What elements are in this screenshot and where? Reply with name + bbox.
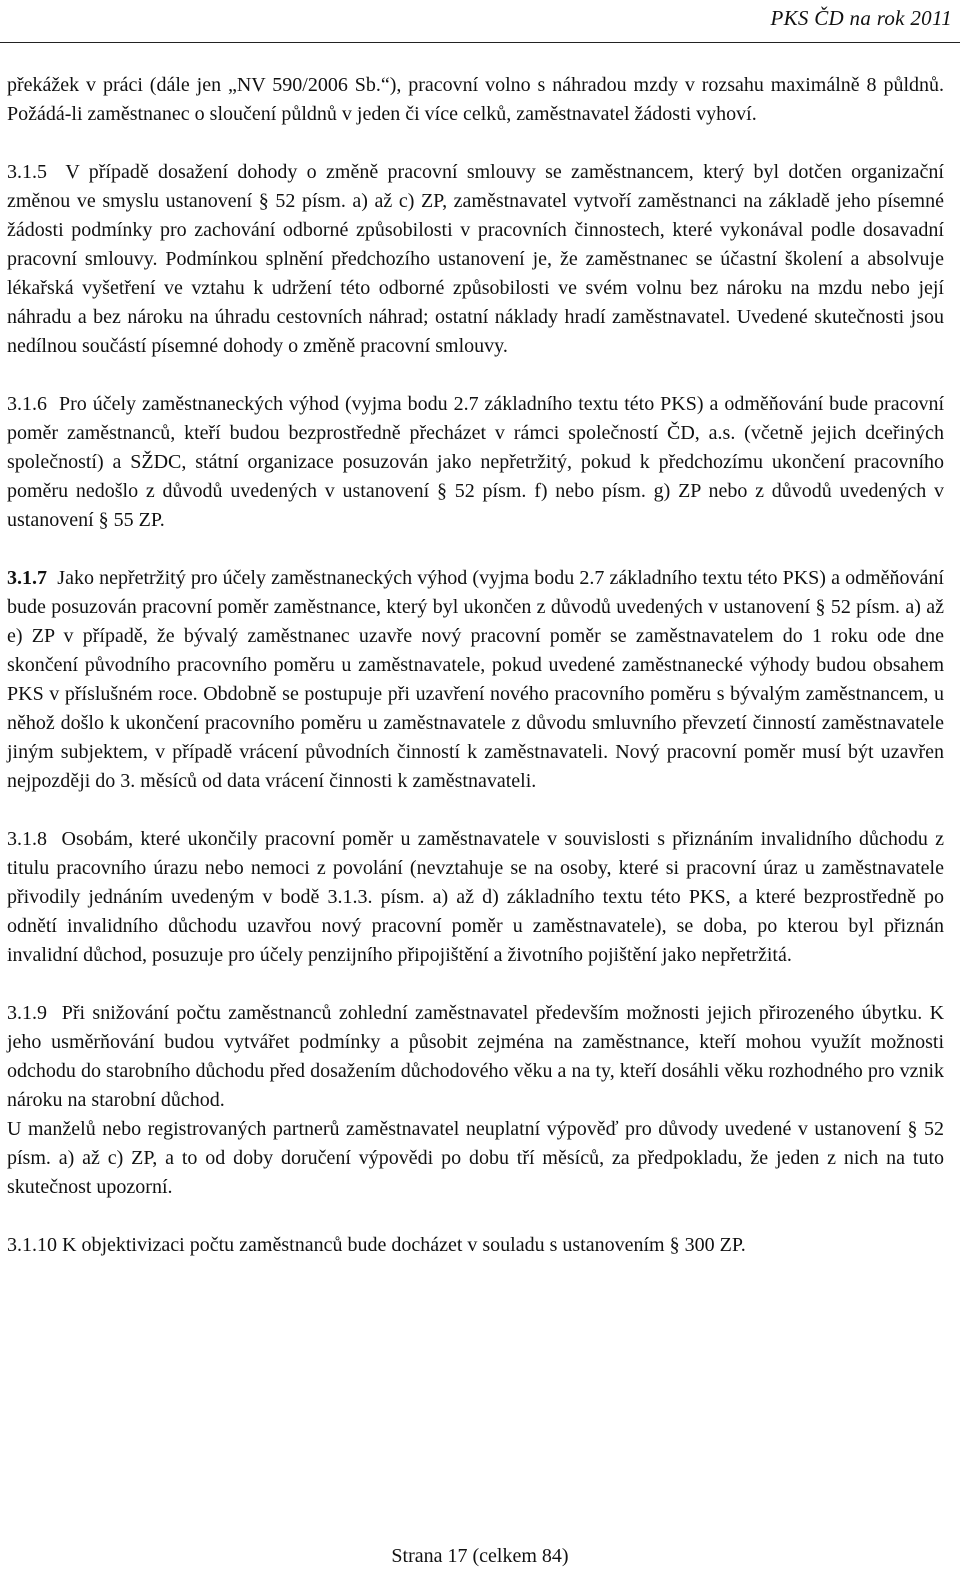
paragraph-text: Jako nepřetržitý pro účely zaměstnaneckých výhod (vyjma bodu 2.7 základního textu této PKS) a odměňování bude posuzován pracovní poměr zaměstnance, který byl ukončen z důvodů uvedených v ustanovení § 52 písm. a) až e) ZP v případě, že bývalý zaměstnanec uzavře nový pracovní poměr se zaměstnavatelem do 1 roku ode dne skončení původního pracovního poměru u zaměstnavatele, pokud uvedené zaměstnanecké výhody budou obsahem PKS v příslušném roce. Obdobně se postupuje při uzavření nového pracovního poměru s bývalým zaměstnancem, u něhož došlo k ukončení pracovního poměru u zaměstnavatele z důvodu smluvního převzetí činností zaměstnavatele jiným subjektem, v případě vrácení původních činností k zaměstnavateli. Nový pracovní poměr musí být uzavřen nejpozději do 3. měsíců od data vrácení činnosti k zaměstnavateli. (7, 567, 944, 792)
paragraph-continuation (7, 71, 944, 129)
paragraph-text: Osobám, které ukončily pracovní poměr u zaměstnavatele v souvislosti s přiznáním invalidního důchodu z titulu pracovního úrazu nebo nemoci z povolání (nevztahuje se na osoby, které si pracovní úraz u zaměstnavatele přivodily jednáním uvedeným v bodě 3.1.3. písm. a) až d) základního textu této PKS, a které bezprostředně po odnětí invalidního důchodu uzavřou nový pracovní poměr u zaměstnavatele), se doba, po kterou byl přiznán invalidní důchod, posuzuje pro účely penzijního připojištění a životního pojištění jako nepřetržitá. (7, 828, 944, 966)
paragraph-text: U manželů nebo registrovaných partnerů zaměstnavatel neuplatní výpověď pro důvody uvedené v ustanovení § 52 písm. a) až c) ZP, a to od doby doručení výpovědi po dobu tří měsíců, za předpokladu, že jeden z nich na tuto skutečnost upozorní. (7, 1118, 944, 1198)
header-divider (0, 42, 960, 43)
section-number: 3.1.7 (7, 567, 47, 589)
paragraph-3-1-9-continued (7, 1115, 944, 1202)
paragraph-3-1-9 (7, 999, 944, 1115)
page-header (0, 0, 960, 46)
section-number: 3.1.8 (7, 828, 47, 850)
document-body (7, 71, 944, 1260)
paragraph-3-1-10 (7, 1231, 944, 1260)
section-number: 3.1.6 (7, 393, 47, 415)
page-number: Strana 17 (celkem 84) (391, 1545, 569, 1567)
paragraph-text: Pro účely zaměstnaneckých výhod (vyjma bodu 2.7 základního textu této PKS) a odměňování bude pracovní poměr zaměstnanců, kteří budou bezprostředně přecházet v rámci společností ČD, a.s. (včetně jejich dceřiných společností) a SŽDC, státní organizace posuzován jako nepřetržitý, pokud k předchozímu ukončení pracovního poměru nedošlo z důvodů uvedených v ustanovení § 52 písm. f) nebo písm. g) ZP nebo z důvodů uvedených v ustanovení § 55 ZP. (7, 393, 945, 531)
document-title: PKS ČD na rok 2011 (770, 6, 952, 30)
paragraph-3-1-7 (7, 564, 944, 796)
paragraph-text: Při snižování počtu zaměstnanců zohlední zaměstnavatel především možnosti jejich přirozeného úbytku. K jeho usměrňování budou vytvářet podmínky a působit zejména na zaměstnance, kteří mohou využít možnosti odchodu do starobního důchodu před dosažením důchodového věku a na ty, kteří dosáhli věku rozhodného pro vznik nároku na starobní důchod. (7, 1002, 945, 1111)
page-footer (0, 1545, 960, 1568)
paragraph-3-1-5 (7, 158, 944, 361)
section-number: 3.1.5 (7, 161, 47, 183)
paragraph-3-1-8 (7, 825, 944, 970)
paragraph-3-1-6 (7, 390, 944, 535)
paragraph-text: překážek v práci (dále jen „NV 590/2006 Sb.“), pracovní volno s náhradou mzdy v rozsahu maximálně 8 půldnů. Požádá-li zaměstnanec o sloučení půldnů v jeden či více celků, zaměstnavatel žádosti vyhoví. (7, 74, 944, 125)
section-number: 3.1.10 (7, 1234, 57, 1256)
paragraph-text: V případě dosažení dohody o změně pracovní smlouvy se zaměstnancem, který byl dotčen organizační změnou ve smyslu ustanovení § 52 písm. a) až c) ZP, zaměstnavatel vytvoří zaměstnanci na základě jeho písemné žádosti podmínky pro zachování odborné způsobilosti v pracovních činnostech, které vykonával podle dosavadní pracovní smlouvy. Podmínkou splnění předchozího ustanovení je, že zaměstnanec se účastní školení a absolvuje lékařská vyšetření ve vztahu k udržení této odborné způsobilosti ve svém volnu bez nároku na mzdu nebo její náhradu a bez nároku na úhradu cestovních náhrad; ostatní náklady hradí zaměstnavatel. Uvedené skutečnosti jsou nedílnou součástí písemné dohody o změně pracovní smlouvy. (7, 161, 944, 357)
section-number: 3.1.9 (7, 1002, 47, 1024)
paragraph-text: K objektivizaci počtu zaměstnanců bude docházet v souladu s ustanovením § 300 ZP. (62, 1234, 746, 1256)
